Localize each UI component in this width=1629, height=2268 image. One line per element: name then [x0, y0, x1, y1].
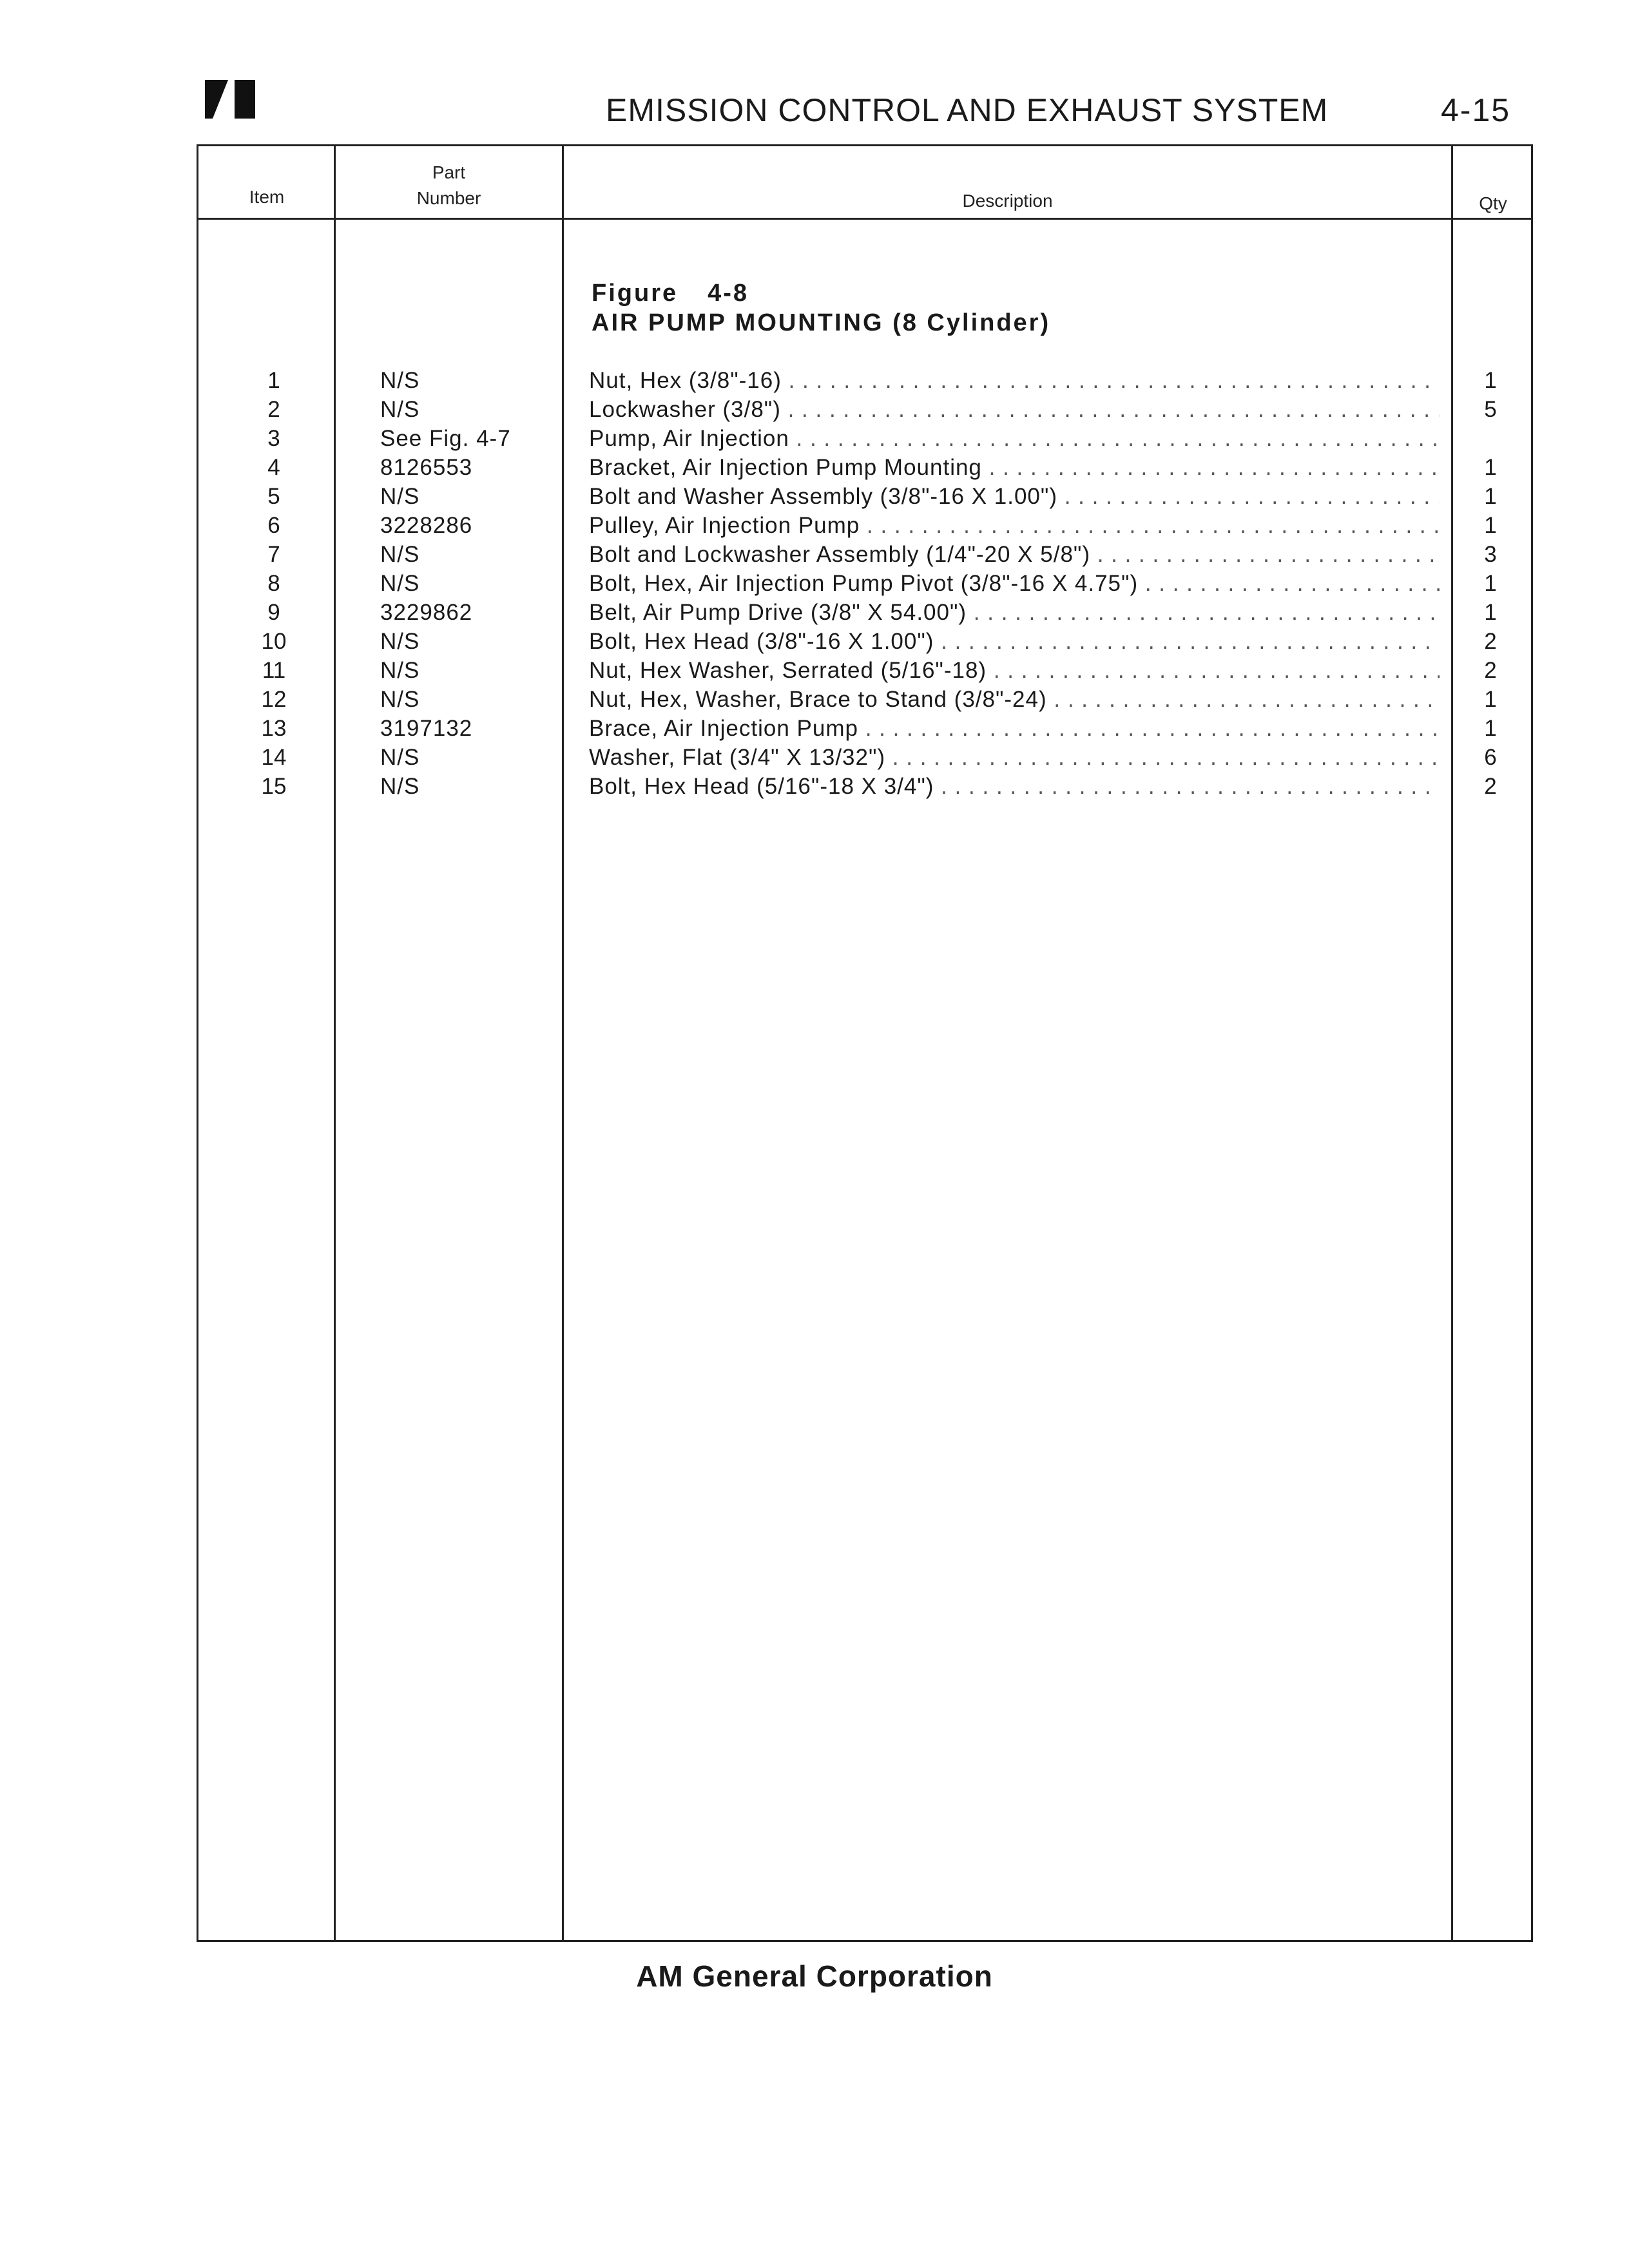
table-row [0, 540, 1629, 569]
table-row [0, 656, 1629, 685]
table-row [0, 366, 1629, 395]
part-number-cell: N/S [380, 542, 420, 567]
description-cell: Bolt and Lockwasher Assembly (1/4"-20 X 5/8") . . . [589, 540, 1440, 569]
qty-cell: 2 [1484, 774, 1497, 799]
qty-cell: 1 [1484, 368, 1497, 393]
table-row [0, 627, 1629, 656]
column-header-part-line2: Number [416, 188, 481, 208]
item-cell: 12 [261, 687, 287, 712]
description-cell: Belt, Air Pump Drive (3/8" X 54.00") . . . [589, 598, 1440, 627]
figure-title: AIR PUMP MOUNTING (8 Cylinder) [592, 309, 1051, 336]
qty-cell: 2 [1484, 658, 1497, 683]
item-cell: 7 [267, 542, 280, 567]
column-header-item: Item [249, 187, 285, 207]
part-number-cell: N/S [380, 658, 420, 683]
part-number-cell: N/S [380, 687, 420, 712]
description-cell: Bracket, Air Injection Pump Mounting . . . [589, 453, 1440, 482]
table-row [0, 569, 1629, 598]
description-cell: Nut, Hex, Washer, Brace to Stand (3/8"-24) . . . [589, 685, 1440, 714]
figure-label [592, 280, 749, 307]
item-cell: 9 [267, 600, 280, 625]
table-row [0, 482, 1629, 511]
description-cell: Bolt, Hex Head (3/8"-16 X 1.00") . . . [589, 627, 1440, 656]
description-cell: Pulley, Air Injection Pump . . . [589, 511, 1440, 540]
qty-cell: 1 [1484, 513, 1497, 538]
part-number-cell: See Fig. 4-7 [380, 426, 511, 451]
qty-cell: 1 [1484, 687, 1497, 712]
item-cell: 3 [267, 426, 280, 451]
table-row [0, 685, 1629, 714]
table-row [0, 714, 1629, 743]
item-cell: 10 [261, 629, 287, 654]
part-number-cell: 3229862 [380, 600, 473, 625]
part-number-cell: 3228286 [380, 513, 473, 538]
qty-cell: 1 [1484, 484, 1497, 509]
qty-cell: 1 [1484, 571, 1497, 596]
page-title: EMISSION CONTROL AND EXHAUST SYSTEM [606, 92, 1329, 128]
table-row [0, 424, 1629, 453]
column-header-qty: Qty [1479, 193, 1507, 213]
description-cell: Bolt, Hex Head (5/16"-18 X 3/4") . . . [589, 772, 1440, 801]
figure-number: 4-8 [708, 280, 749, 307]
item-cell: 6 [267, 513, 280, 538]
description-cell: Brace, Air Injection Pump . . . [589, 714, 1440, 743]
column-header-description: Description [962, 191, 1053, 211]
description-cell: Nut, Hex (3/8"-16) . . . [589, 366, 1440, 395]
part-number-cell: N/S [380, 629, 420, 654]
item-cell: 8 [267, 571, 280, 596]
parts-list [0, 366, 1629, 801]
description-cell: Pump, Air Injection . . . [589, 424, 1440, 453]
part-number-cell: N/S [380, 745, 420, 770]
item-cell: 14 [261, 745, 287, 770]
description-cell: Lockwasher (3/8") . . . [589, 395, 1440, 424]
part-number-cell: N/S [380, 774, 420, 799]
description-cell: Nut, Hex Washer, Serrated (5/16"-18) . . . [589, 656, 1440, 685]
qty-cell: 2 [1484, 629, 1497, 654]
item-cell: 1 [267, 368, 280, 393]
part-number-cell: N/S [380, 571, 420, 596]
footer-company: AM General Corporation [636, 1959, 993, 1993]
item-cell: 4 [267, 455, 280, 480]
table-row [0, 772, 1629, 801]
description-cell: Washer, Flat (3/4" X 13/32") . . . [589, 743, 1440, 772]
page-number: 4-15 [1441, 92, 1511, 128]
qty-cell: 6 [1484, 745, 1497, 770]
part-number-cell: N/S [380, 484, 420, 509]
item-cell: 5 [267, 484, 280, 509]
table-row [0, 511, 1629, 540]
company-logo-icon [202, 76, 258, 122]
qty-cell: 3 [1484, 542, 1497, 567]
qty-cell: 1 [1484, 716, 1497, 741]
table-row [0, 743, 1629, 772]
table-row [0, 598, 1629, 627]
qty-cell: 5 [1484, 397, 1497, 422]
item-cell: 11 [262, 658, 286, 683]
item-cell: 13 [261, 716, 287, 741]
item-cell: 2 [267, 397, 280, 422]
part-number-cell: 8126553 [380, 455, 473, 480]
description-cell: Bolt and Washer Assembly (3/8"-16 X 1.00") . . . [589, 482, 1440, 511]
part-number-cell: N/S [380, 368, 420, 393]
qty-cell: 1 [1484, 600, 1497, 625]
column-header-part-line1: Part [432, 162, 466, 182]
table-row [0, 453, 1629, 482]
description-cell: Bolt, Hex, Air Injection Pump Pivot (3/8"-16 X 4.75") . . . [589, 569, 1440, 598]
header-divider [197, 218, 1533, 220]
qty-cell: 1 [1484, 455, 1497, 480]
part-number-cell: 3197132 [380, 716, 473, 741]
item-cell: 15 [261, 774, 287, 799]
figure-word: Figure [592, 280, 679, 307]
part-number-cell: N/S [380, 397, 420, 422]
table-row [0, 395, 1629, 424]
